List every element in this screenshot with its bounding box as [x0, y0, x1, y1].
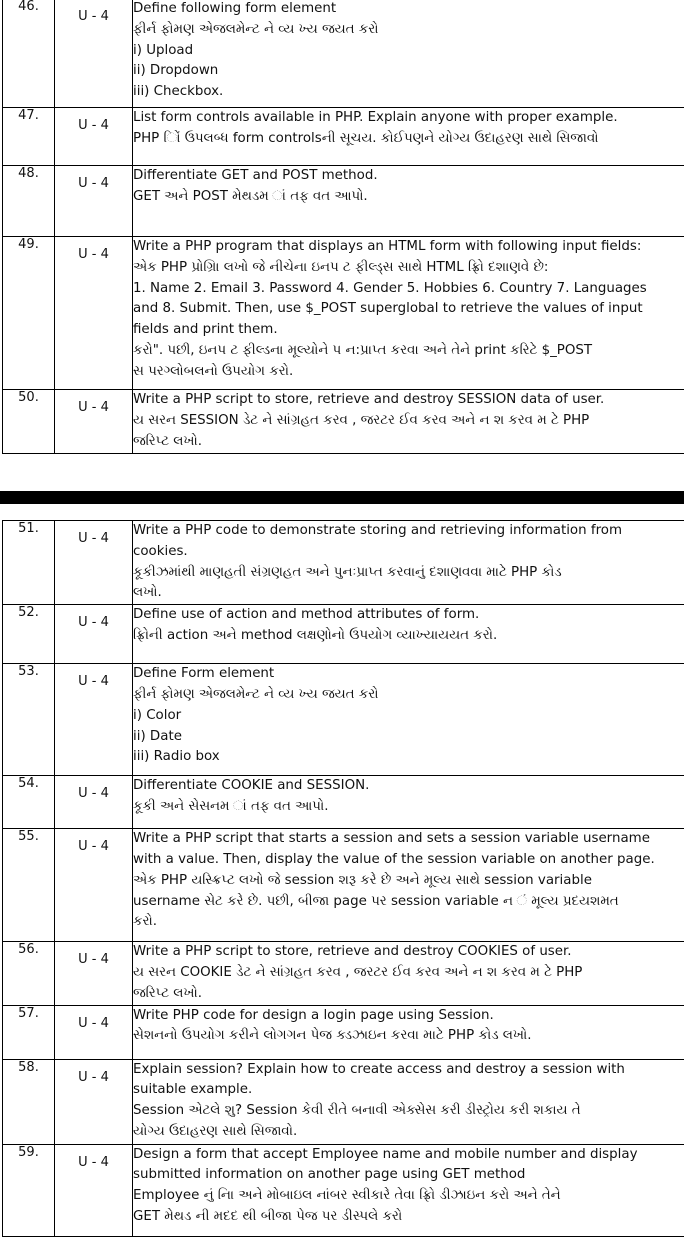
question-line: ફીર્ન ફોમણ એજલમેન્ટ ને વ્ય ખ્ય જયત કરો: [133, 21, 379, 37]
question-line: કૂકીઝમાંથી માણહતી સંગ્રણહત અને પુનઃપ્રાપ્ત કરવાનું દશાણવવા માટે PHP કોડ: [133, 564, 562, 580]
question-line: cookies.: [133, 543, 188, 559]
question-row: [3, 521, 684, 605]
question-number: [3, 1005, 55, 1059]
unit-label: U - 4: [78, 400, 109, 415]
question-line: iii) Radio box: [133, 749, 220, 765]
unit-label: U - 4: [78, 1015, 109, 1031]
unit-label: U - 4: [78, 952, 109, 968]
unit-cell: [55, 1144, 133, 1236]
question-line: GET અને POST મેથડમ ાં તફ વત આપો.: [133, 188, 368, 204]
question-text: [133, 1059, 684, 1144]
unit-cell: [55, 390, 133, 454]
page-break-bar: [0, 491, 684, 504]
unit-cell: [55, 237, 133, 390]
question-rows: [3, 521, 684, 1237]
unit-label: U - 4: [78, 615, 109, 631]
unit-cell: [55, 0, 133, 108]
question-line: iii) Checkbox.: [133, 84, 224, 100]
question-row: [3, 1059, 684, 1144]
question-text: [133, 664, 684, 776]
question-number: [3, 521, 55, 605]
unit-cell: [55, 942, 133, 1005]
question-line: યોગ્ય ઉદાહરણ સાથે સિજાવો.: [133, 1123, 298, 1139]
question-line: લખો.: [133, 585, 162, 601]
unit-cell: [55, 776, 133, 829]
question-number-text: 59.: [18, 1144, 39, 1160]
question-line: Explain session? Explain how to create access and destroy a session with: [133, 1061, 625, 1077]
question-line: એક PHP પ્રોગ્રાિ લખો જે નીચેના ઇનપ ટ ફીલ્ડ્સ સાથે HTML ફ્રોિ દશાણવે છે:: [133, 259, 549, 275]
question-line: Define following form element: [133, 1, 337, 16]
question-number: [3, 390, 55, 454]
question-line: PHP ોિં ઉપલબ્ધ form controlsની સૂચય. કોઈપણને યોગ્ય ઉદાહરણ સાથે સિજાવો: [133, 130, 599, 146]
question-line: Write a PHP script that starts a session and sets a session variable username: [133, 831, 650, 847]
question-number: [3, 942, 55, 1005]
question-text: [133, 521, 684, 605]
question-number: [3, 108, 55, 166]
question-line: Define Form element: [133, 666, 275, 682]
question-line: જરિપ્ટ લખો.: [133, 985, 202, 1001]
question-line: Session એટલે શુ? Session કેવી રીતે બનાવી એક્સેસ કરી ડીસ્ટ્રોય કરી શકાય તે: [133, 1103, 581, 1119]
question-text: [133, 390, 684, 454]
question-line: કરો.: [133, 914, 157, 930]
unit-label: U - 4: [78, 118, 109, 133]
unit-cell: [55, 108, 133, 166]
question-line: List form controls available in PHP. Explain anyone with proper example.: [133, 110, 618, 125]
question-line: એક PHP યસ્ક્રિપ્ટ લખો જે session શરૂ કરે છે અને મૂલ્ય સાથે session variable: [133, 872, 592, 888]
question-number-text: 48.: [18, 166, 39, 181]
question-line: 1. Name 2. Email 3. Password 4. Gender 5. Hobbies 6. Country 7. Languages: [133, 280, 647, 296]
unit-cell: [55, 605, 133, 664]
question-line: Design a form that accept Employee name and mobile number and display: [133, 1146, 638, 1162]
question-line: ફીર્ન ફોમણ એજલમેન્ટ ને વ્ય ખ્ય જયત કરો: [133, 686, 379, 702]
question-text: [133, 605, 684, 664]
unit-cell: [55, 1005, 133, 1059]
unit-cell: [55, 1059, 133, 1144]
question-row: [3, 0, 684, 108]
question-line: i) Color: [133, 707, 182, 723]
question-line: Write a PHP script to store, retrieve and destroy COOKIES of user.: [133, 944, 572, 960]
question-line: and 8. Submit. Then, use $_POST superglobal to retrieve the values of input: [133, 301, 643, 317]
question-text: [133, 0, 684, 108]
unit-label: U - 4: [78, 786, 109, 802]
question-rows: [3, 0, 684, 454]
question-line: Differentiate COOKIE and SESSION.: [133, 778, 370, 794]
question-number-text: 46.: [18, 0, 39, 14]
question-row: [3, 829, 684, 942]
question-line: Write a PHP code to demonstrate storing and retrieving information from: [133, 523, 623, 538]
question-line: Define use of action and method attributes of form.: [133, 607, 480, 623]
question-number: [3, 776, 55, 829]
question-line: Write a PHP script to store, retrieve and destroy SESSION data of user.: [133, 392, 605, 407]
question-line: GET મેથડ ની મદદ થી બીજા પેજ પર ડીસ્પલે કરો: [133, 1208, 403, 1224]
question-line: submitted information on another page using GET method: [133, 1167, 526, 1183]
question-number: [3, 664, 55, 776]
question-number-text: 49.: [18, 237, 39, 252]
question-line: ય સરન SESSION ડેટ ને સાંગ્રહત કરવ , જરટર ઈવ કરવ અને ન શ કરવ મ ટે PHP: [133, 412, 590, 428]
unit-cell: [55, 521, 133, 605]
unit-label: U - 4: [78, 1154, 109, 1170]
question-line: કૂકી અને સેસનમ ાં તફ વત આપો.: [133, 798, 329, 814]
unit-cell: [55, 829, 133, 942]
question-text: [133, 942, 684, 1005]
unit-label: U - 4: [78, 1069, 109, 1085]
question-row: [3, 166, 684, 237]
unit-label: U - 4: [78, 531, 109, 546]
question-number: [3, 0, 55, 108]
question-line: suitable example.: [133, 1082, 253, 1098]
question-number: [3, 1059, 55, 1144]
question-row: [3, 1144, 684, 1236]
unit-cell: [55, 166, 133, 237]
question-number: [3, 237, 55, 390]
question-number-text: 54.: [18, 776, 39, 792]
question-line: સેશનનો ઉપયોગ કરીને લોગગન પેજ ક્ડઝાઇન કરવા માટે PHP કોડ લખો.: [133, 1028, 532, 1044]
question-number-text: 52.: [18, 605, 39, 621]
question-text: [133, 108, 684, 166]
question-line: Differentiate GET and POST method.: [133, 168, 378, 183]
question-number-text: 53.: [18, 664, 39, 680]
question-row: [3, 605, 684, 664]
question-text: [133, 776, 684, 829]
question-line: username સેટ કરે છે. પછી, બીજા page પર session variable ન ં મૂલ્ય પ્રદયશમત: [133, 893, 619, 909]
question-number-text: 47.: [18, 108, 39, 123]
question-line: ફ્રોિની action અને method લક્ષણોનો ઉપયોગ વ્યાખ્યાયયત કરો.: [133, 627, 498, 643]
question-number: [3, 1144, 55, 1236]
question-line: સ પરગ્લોબલનો ઉપયોગ કરો.: [133, 363, 294, 379]
question-number-text: 55.: [18, 829, 39, 845]
question-line: ii) Date: [133, 728, 182, 744]
question-number: [3, 166, 55, 237]
question-text: [133, 166, 684, 237]
question-row: [3, 942, 684, 1005]
unit-cell: [55, 664, 133, 776]
question-row: [3, 108, 684, 166]
question-number-text: 50.: [18, 390, 39, 405]
question-number-text: 51.: [18, 521, 39, 536]
question-table-part-1: [2, 0, 684, 454]
question-text: [133, 829, 684, 942]
unit-label: U - 4: [78, 839, 109, 855]
question-number: [3, 605, 55, 664]
question-line: Write PHP code for design a login page using Session.: [133, 1007, 494, 1023]
question-row: [3, 776, 684, 829]
question-line: Write a PHP program that displays an HTML form with following input fields:: [133, 239, 642, 254]
question-row: [3, 390, 684, 454]
question-text: [133, 237, 684, 390]
question-number-text: 58.: [18, 1059, 39, 1075]
question-line: કરો". પછી, ઇનપ ટ ફીલ્ડના મૂલ્યોને પ ન:પ્રાપ્ત કરવા અને તેને print કરિટે $_POST: [133, 342, 593, 358]
question-line: fields and print them.: [133, 322, 278, 338]
unit-label: U - 4: [78, 674, 109, 690]
question-line: ય સરન COOKIE ડેટ ને સાંગ્રહત કરવ , જરટર ઈવ કરવ અને ન શ કરવ મ ટે PHP: [133, 964, 583, 980]
question-number-text: 56.: [18, 942, 39, 958]
unit-label: U - 4: [78, 9, 109, 24]
question-row: [3, 1005, 684, 1059]
question-line: Employee નું નાિ અને મોબાઇલ નાંબર સ્વીકારે તેવા ફ્રોિ ડીઝાઇન કરો અને તેને: [133, 1188, 561, 1204]
question-line: with a value. Then, display the value of the session variable on another page.: [133, 851, 655, 867]
question-row: [3, 237, 684, 390]
unit-label: U - 4: [78, 247, 109, 262]
question-text: [133, 1005, 684, 1059]
unit-label: U - 4: [78, 176, 109, 191]
question-table-part-2: [2, 520, 684, 1237]
question-number: [3, 829, 55, 942]
question-line: i) Upload: [133, 42, 194, 58]
question-line: જરિપ્ટ લખો.: [133, 433, 202, 449]
question-text: [133, 1144, 684, 1236]
question-line: ii) Dropdown: [133, 63, 219, 79]
question-row: [3, 664, 684, 776]
question-number-text: 57.: [18, 1005, 39, 1021]
